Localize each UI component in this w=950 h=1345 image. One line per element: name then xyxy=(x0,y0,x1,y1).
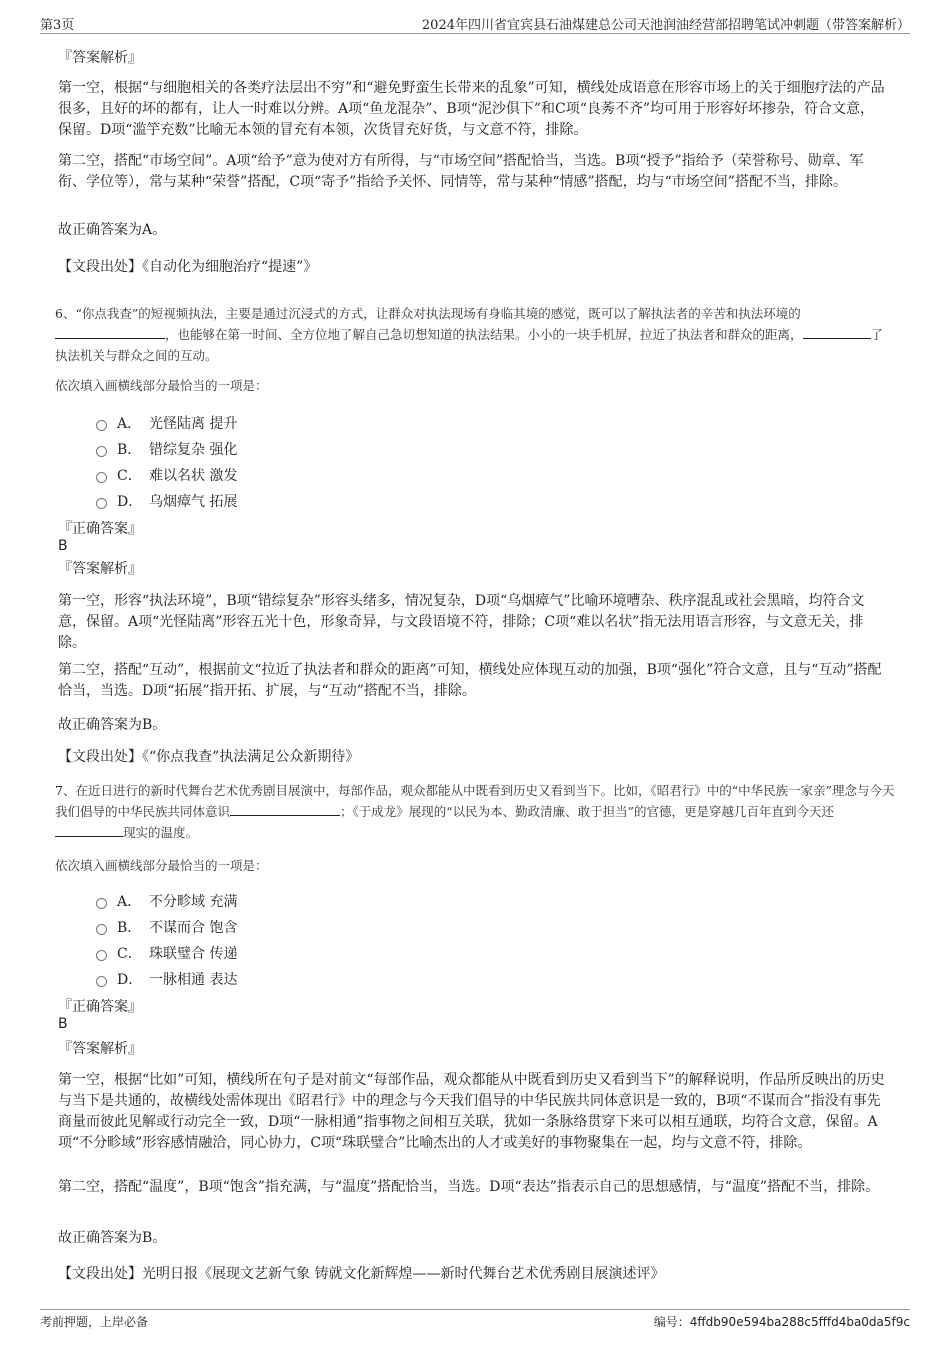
conclusion: 故正确答案为A。 xyxy=(58,222,167,238)
header-divider xyxy=(40,33,910,34)
answer-blank xyxy=(803,325,871,339)
document-serial: 编号：4ffdb90e594ba288c5fffd4ba0da5f9c xyxy=(653,1315,910,1329)
radio-icon[interactable] xyxy=(96,498,107,509)
footer-divider xyxy=(40,1309,910,1310)
analysis-paragraph: 第一空，根据“比如”可知，横线所在句子是对前文“每部作品，观众都能从中既看到历史又看到当下”的解释说明，作品所反映出的历史与当下是共通的，故横线处需体现出《昭君行》中的理念与今天我们倡导的中华民族共同体意识是一致的，B项“不谋而合”指没有事先商量而彼此见解或行动完全一致，D项“一脉相通”指事物之间相互关联，犹如一条脉络贯穿下来可以相互通联，均符合文意，保留。A项“不分畛域”形容感情融洽，同心协力，C项“珠联璧合”比喻杰出的人才或美好的事物聚集在一起，均与文意不符，排除。 xyxy=(58,1072,885,1151)
question-stem: 7、在近日进行的新时代舞台艺术优秀剧目展演中，每部作品，观众都能从中既看到历史又看到当下。比如，《昭君行》中的“中华民族一家亲”理念与今天我们倡导的中华民族共同体意识 ；《于成龙》展现的“以民为本、勤政清廉、敢于担当”的官德，更是穿越几百年直到今天还现实的温度。 xyxy=(55,783,895,840)
answer-blank xyxy=(230,802,340,816)
radio-icon[interactable] xyxy=(96,898,107,909)
option-d[interactable]: D． 乌烟瘴气 拓展 xyxy=(96,491,237,511)
radio-icon[interactable] xyxy=(96,976,107,987)
analysis-label: 『答案解析』 xyxy=(58,561,142,577)
radio-icon[interactable] xyxy=(96,420,107,431)
analysis-paragraph: 第一空，形容“执法环境”，B项“错综复杂”形容头绪多，情况复杂，D项“乌烟瘴气”比喻环境嘈杂、秩序混乱或社会黑暗，均符合文意，保留。A项“光怪陆离”形容五光十色，形象奇异，与文段语境不符，排除；C项“难以名状”指无法用语言形容，与文意无关，排除。 xyxy=(58,593,865,651)
question-stem: 6、“你点我查”的短视频执法，主要是通过沉浸式的方式，让群众对执法现场有身临其境的感觉，既可以了解执法者的辛苦和执法环境的，也能够在第一时间、全方位地了解自己急切想知道的执法结果。小小的一块手机屏，拉近了执法者和群众的距离， 了执法机关与群众之间的互动。 xyxy=(55,306,884,363)
document-title: 2024年四川省宜宾县石油煤建总公司天池润油经营部招聘笔试冲刺题（带答案解析） xyxy=(421,18,910,33)
radio-icon[interactable] xyxy=(96,446,107,457)
source: 【文段出处】光明日报《展现文艺新气象 铸就文化新辉煌——新时代舞台艺术优秀剧目展演述评》 xyxy=(58,1266,665,1282)
question-prompt: 依次填入画横线部分最恰当的一项是： xyxy=(55,378,268,393)
radio-icon[interactable] xyxy=(96,950,107,961)
option-b[interactable]: B． 错综复杂 强化 xyxy=(96,439,237,459)
answer-blank xyxy=(55,325,165,339)
analysis-paragraph: 第二空，搭配“市场空间”。A项“给予”意为使对方有所得，与“市场空间”搭配恰当，当选。B项“授予”指给予（荣誉称号、勋章、军衔、学位等），常与某种“荣誉”搭配，C项“寄予”指给予关怀、同情等，常与某种“情感”搭配，均与“市场空间”搭配不当，排除。 xyxy=(58,153,864,190)
answer-blank xyxy=(55,823,123,837)
option-a[interactable]: A． 不分畛域 充满 xyxy=(96,891,237,911)
analysis-label: 『答案解析』 xyxy=(58,1041,142,1057)
question-prompt: 依次填入画横线部分最恰当的一项是： xyxy=(55,858,268,873)
source: 【文段出处】《自动化为细胞治疗“提速”》 xyxy=(58,259,318,275)
analysis-paragraph: 第二空，搭配“互动”，根据前文“拉近了执法者和群众的距离”可知，横线处应体现互动的加强，B项“强化”符合文意，且与“互动”搭配恰当，当选。D项“拓展”指开拓、扩展，与“互动”搭配不当，排除。 xyxy=(58,662,882,699)
conclusion: 故正确答案为B。 xyxy=(58,717,167,733)
correct-label: 『正确答案』 xyxy=(58,999,142,1015)
page-number: 第3页 xyxy=(40,18,75,33)
analysis-paragraph: 第二空，搭配“温度”，B项“饱含”指充满，与“温度”搭配恰当，当选。D项“表达”指表示自己的思想感情，与“温度”搭配不当，排除。 xyxy=(58,1179,880,1195)
analysis-paragraph: 第一空，根据“与细胞相关的各类疗法层出不穷”和“避免野蛮生长带来的乱象”可知，横线处成语意在形容市场上的关于细胞疗法的产品很多，且好的坏的都有，让人一时难以分辨。A项“鱼龙混杂”、B项“泥沙俱下”和C项“良莠不齐”均可用于形容好坏掺杂，符合文意，保留。D项“滥竽充数”比喻无本领的冒充有本领，次货冒充好货，与文意不符，排除。 xyxy=(58,80,885,138)
analysis-label: 『答案解析』 xyxy=(58,50,142,66)
correct-answer: B xyxy=(58,538,68,554)
correct-answer: B xyxy=(58,1016,68,1032)
option-d[interactable]: D． 一脉相通 表达 xyxy=(96,969,237,989)
conclusion: 故正确答案为B。 xyxy=(58,1230,167,1246)
footer-slogan: 考前押题，上岸必备 xyxy=(40,1315,149,1329)
option-a[interactable]: A． 光怪陆离 提升 xyxy=(96,413,237,433)
option-c[interactable]: C． 难以名状 激发 xyxy=(96,465,237,485)
source: 【文段出处】《“你点我查”执法满足公众新期待》 xyxy=(58,749,360,765)
radio-icon[interactable] xyxy=(96,472,107,483)
option-b[interactable]: B． 不谋而合 饱含 xyxy=(96,917,237,937)
correct-label: 『正确答案』 xyxy=(58,521,142,537)
page-header xyxy=(40,14,910,34)
radio-icon[interactable] xyxy=(96,924,107,935)
option-c[interactable]: C． 珠联璧合 传递 xyxy=(96,943,237,963)
